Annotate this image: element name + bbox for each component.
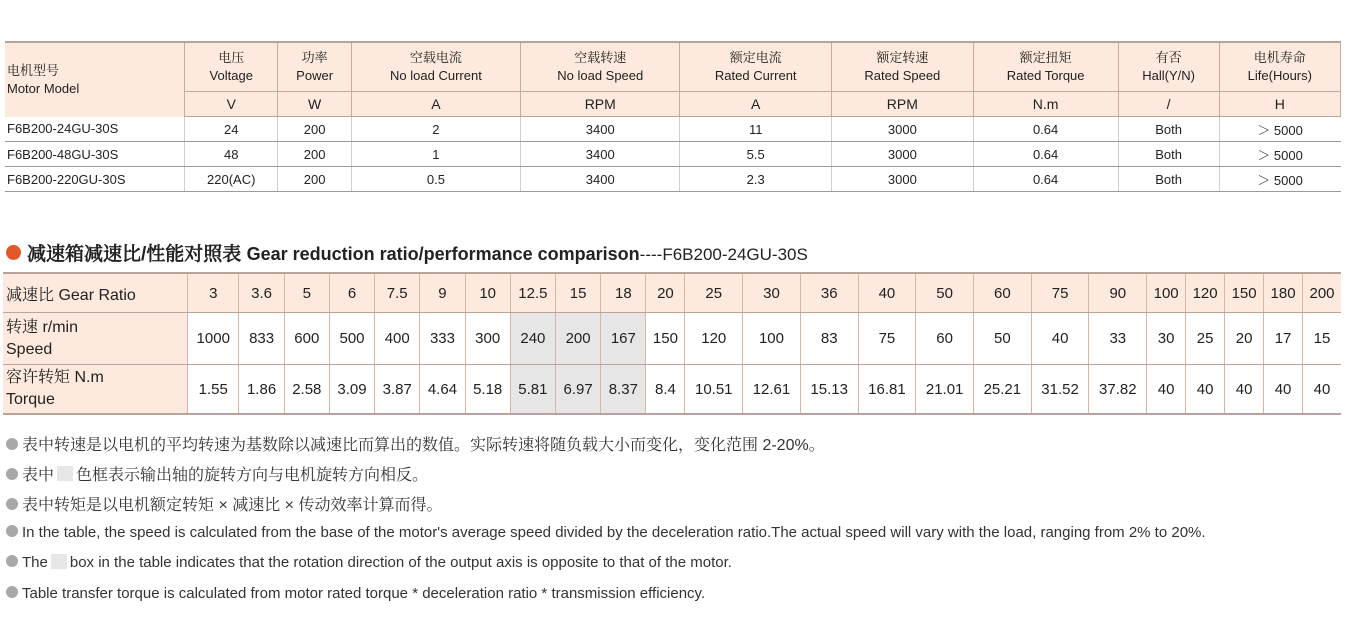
spec-cell: 5.5 [680,142,832,167]
spec-cell: 1 [351,142,520,167]
speed-cell: 15 [1303,313,1341,365]
torque-cell: 4.64 [420,365,465,415]
torque-cell: 40 [1147,365,1186,415]
spec-cell: 2.3 [680,167,832,192]
torque-cell: 2.58 [284,365,329,415]
note-en-2: The box in the table indicates that the rotation direction of the output axis is opposite to that of the motor. [6,554,732,571]
unit-cell: H [1219,92,1340,117]
ratio-cell: 9 [420,273,465,313]
torque-cell: 1.86 [239,365,284,415]
torque-cell: 15.13 [800,365,858,415]
spec-cell: ＞ 5000 [1219,167,1340,192]
ratio-cell: 50 [916,273,974,313]
speed-row [3,313,1341,365]
ratio-row [3,273,1341,313]
spec-cell: 3000 [832,167,974,192]
spec-cell: Both [1118,142,1219,167]
ratio-cell: 120 [1186,273,1225,313]
speed-label: 转速 r/min Speed [3,313,188,365]
torque-cell: 16.81 [858,365,916,415]
spec-cell: ＞ 5000 [1219,142,1340,167]
spec-cell: 200 [278,117,351,142]
unit-cell: N.m [973,92,1118,117]
spec-cell: 3400 [521,117,680,142]
ratio-cell: 180 [1264,273,1303,313]
spec-cell: Both [1118,117,1219,142]
spec-cell: 24 [185,117,278,142]
ratio-cell: 75 [1031,273,1089,313]
unit-row [5,92,1341,117]
torque-cell: 1.55 [188,365,239,415]
section-title-model: ----F6B200-24GU-30S [639,245,808,264]
motor-row [5,142,1341,167]
spec-cell: Both [1118,167,1219,192]
torque-cell: 31.52 [1031,365,1089,415]
motor-spec-table [5,41,1341,192]
section-title-en: Gear reduction ratio/performance comparison [246,244,640,264]
gray-box-swatch [57,466,73,481]
ratio-cell: 200 [1303,273,1341,313]
spec-cell: 11 [680,117,832,142]
speed-cell: 833 [239,313,284,365]
speed-cell: 240 [510,313,555,365]
model-cell: F6B200-24GU-30S [5,117,185,142]
torque-cell: 3.87 [375,365,420,415]
note-zh-2: 表中 色框表示输出轴的旋转方向与电机旋转方向相反。 [6,462,428,485]
spec-cell: 48 [185,142,278,167]
note-zh-3: 表中转矩是以电机额定转矩 × 减速比 × 传动效率计算而得。 [6,492,442,515]
torque-cell: 25.21 [974,365,1032,415]
torque-cell: 37.82 [1089,365,1147,415]
speed-cell: 167 [601,313,646,365]
column-header: 有否 Hall(Y/N) [1118,42,1219,92]
spec-cell: 200 [278,142,351,167]
column-header: 功率 Power [278,42,351,92]
torque-cell: 40 [1225,365,1264,415]
speed-cell: 1000 [188,313,239,365]
spec-cell: 3400 [521,142,680,167]
section-title [6,239,808,266]
spec-cell: 0.64 [973,167,1118,192]
speed-cell: 75 [858,313,916,365]
torque-cell: 5.81 [510,365,555,415]
torque-cell: 6.97 [556,365,601,415]
speed-cell: 17 [1264,313,1303,365]
motor-header-row [5,42,1341,92]
torque-cell: 5.18 [465,365,510,415]
spec-cell: 220(AC) [185,167,278,192]
ratio-cell: 7.5 [375,273,420,313]
spec-cell: 0.64 [973,142,1118,167]
unit-cell: A [680,92,832,117]
unit-cell: RPM [521,92,680,117]
torque-label: 容许转矩 N.m Torque [3,365,188,415]
spec-cell: 3000 [832,142,974,167]
speed-cell: 20 [1225,313,1264,365]
gear-ratio-table [3,272,1341,415]
torque-cell: 8.37 [601,365,646,415]
spec-cell: 0.64 [973,117,1118,142]
speed-cell: 120 [685,313,743,365]
ratio-cell: 40 [858,273,916,313]
speed-cell: 333 [420,313,465,365]
speed-cell: 300 [465,313,510,365]
speed-cell: 30 [1147,313,1186,365]
ratio-cell: 18 [601,273,646,313]
column-header: 电机寿命 Life(Hours) [1219,42,1340,92]
column-header: 额定电流 Rated Current [680,42,832,92]
speed-cell: 200 [556,313,601,365]
ratio-cell: 3 [188,273,239,313]
unit-cell: RPM [832,92,974,117]
ratio-label: 减速比 Gear Ratio [3,273,188,313]
torque-cell: 3.09 [329,365,374,415]
ratio-cell: 12.5 [510,273,555,313]
section-title-zh: 减速箱减速比/性能对照表 [27,244,242,265]
unit-cell: A [351,92,520,117]
ratio-cell: 36 [800,273,858,313]
model-header-en: Motor Model [7,80,80,96]
unit-cell: V [185,92,278,117]
model-cell: F6B200-220GU-30S [5,167,185,192]
ratio-cell: 6 [329,273,374,313]
model-cell: F6B200-48GU-30S [5,142,185,167]
torque-cell: 40 [1303,365,1341,415]
torque-cell: 12.61 [743,365,801,415]
column-header: 空载电流 No load Current [351,42,520,92]
motor-row [5,167,1341,192]
speed-cell: 50 [974,313,1032,365]
speed-cell: 40 [1031,313,1089,365]
spec-cell: 2 [351,117,520,142]
spec-cell: 3400 [521,167,680,192]
speed-cell: 600 [284,313,329,365]
ratio-cell: 10 [465,273,510,313]
speed-cell: 83 [800,313,858,365]
ratio-cell: 150 [1225,273,1264,313]
ratio-cell: 25 [685,273,743,313]
speed-cell: 400 [375,313,420,365]
speed-cell: 100 [743,313,801,365]
speed-cell: 500 [329,313,374,365]
ratio-cell: 15 [556,273,601,313]
torque-cell: 8.4 [646,365,685,415]
note-zh-1: 表中转速是以电机的平均转速为基数除以减速比而算出的数值。实际转速将随负载大小而变化，变化范围 2-20%。 [6,432,825,455]
torque-row [3,365,1341,415]
speed-cell: 60 [916,313,974,365]
column-header: 空载转速 No load Speed [521,42,680,92]
unit-cell: W [278,92,351,117]
note-en-3: Table transfer torque is calculated from motor rated torque * deceleration ratio * transmission efficiency. [6,585,705,602]
speed-cell: 150 [646,313,685,365]
model-header-cell [5,42,185,117]
torque-cell: 40 [1186,365,1225,415]
gray-box-swatch [51,554,67,569]
column-header: 电压 Voltage [185,42,278,92]
ratio-cell: 5 [284,273,329,313]
torque-cell: 21.01 [916,365,974,415]
model-header-zh: 电机型号 [7,62,60,78]
spec-cell: ＞ 5000 [1219,117,1340,142]
torque-cell: 40 [1264,365,1303,415]
note-en-1: In the table, the speed is calculated from the base of the motor's average speed divided by the deceleration ratio.The actual speed will vary with the load, ranging from 2% to 20%. [6,524,1206,541]
ratio-cell: 90 [1089,273,1147,313]
bullet-dot-icon [6,498,18,510]
bullet-icon [6,245,21,260]
speed-cell: 33 [1089,313,1147,365]
bullet-dot-icon [6,555,18,567]
column-header: 额定扭矩 Rated Torque [973,42,1118,92]
ratio-cell: 3.6 [239,273,284,313]
spec-cell: 3000 [832,117,974,142]
torque-cell: 10.51 [685,365,743,415]
ratio-cell: 20 [646,273,685,313]
ratio-cell: 60 [974,273,1032,313]
bullet-dot-icon [6,468,18,480]
column-header: 额定转速 Rated Speed [832,42,974,92]
bullet-dot-icon [6,525,18,537]
ratio-cell: 100 [1147,273,1186,313]
spec-cell: 0.5 [351,167,520,192]
bullet-dot-icon [6,586,18,598]
speed-cell: 25 [1186,313,1225,365]
spec-cell: 200 [278,167,351,192]
unit-cell: / [1118,92,1219,117]
motor-row [5,117,1341,142]
bullet-dot-icon [6,438,18,450]
ratio-cell: 30 [743,273,801,313]
